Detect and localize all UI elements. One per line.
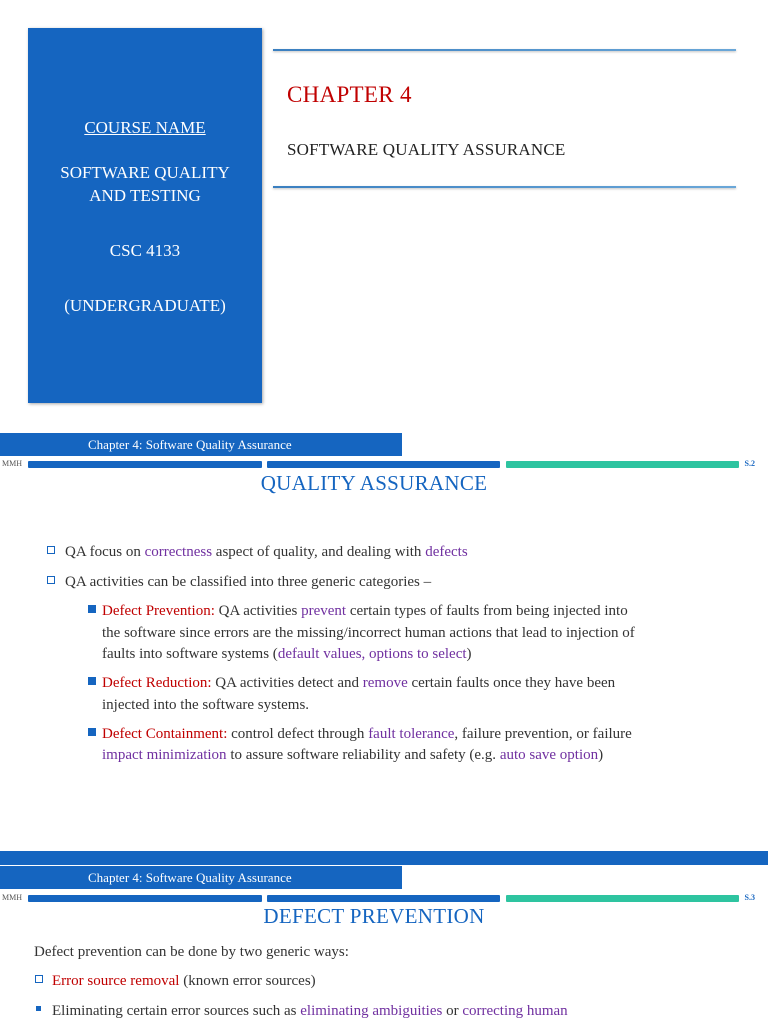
square-bullet-icon [47,576,55,584]
text-span: control defect through [227,726,369,742]
chapter-subtitle: SOFTWARE QUALITY ASSURANCE [287,140,566,159]
text-span: prevent [301,603,347,619]
filled-bullet-icon [88,728,96,736]
list-item [102,600,628,622]
header-segment [267,461,500,468]
slide-header-band: Chapter 4: Software Quality Assurance [0,433,402,456]
text-span: correcting human [462,1003,568,1019]
list-item [52,1000,568,1022]
list-item [52,970,316,992]
text-span: QA activities detect and [211,675,363,691]
slide-header-band: Chapter 4: Software Quality Assurance [0,866,402,889]
list-item [102,672,615,694]
text-span: Defect Prevention: [102,603,215,619]
header-segment [506,895,739,902]
slide-number: S.3 [744,893,755,902]
text-span: QA focus on [65,544,145,560]
text-span: Defect Reduction: [102,675,212,691]
course-code: CSC 4133 [109,241,181,260]
intro-text: Defect prevention can be done by two generic ways: [34,944,349,960]
text-span: (known error sources) [179,973,316,989]
text-span: ) [466,646,472,662]
list-item [65,571,431,593]
course-level: (UNDERGRADUATE) [64,296,226,315]
header-segment [28,895,262,902]
list-item-continuation: injected into the software systems. [102,697,310,713]
text-span: aspect of quality, and dealing with [212,544,426,560]
text-span: eliminating ambiguities [300,1003,443,1019]
course-name-label: COURSE NAME [84,118,206,137]
title-rule-top [273,49,736,51]
text-span: remove [362,675,408,691]
course-title: SOFTWARE QUALITY AND TESTING [60,163,230,205]
small-bullet-icon [36,1006,41,1011]
text-span: Eliminating certain error sources such as [52,1003,301,1019]
list-item [65,541,468,563]
text-span: Defect Containment: [102,726,228,742]
text-span: or [442,1003,463,1019]
course-title-box [28,28,262,403]
text-span: default values, options to select [277,646,467,662]
text-span: to assure software reliability and safety (e.g. [226,747,500,763]
slide-number: S.2 [744,459,755,468]
list-item-continuation: the software since errors are the missing/incorrect human actions that lead to injection of [102,625,635,641]
square-bullet-icon [35,975,43,983]
list-item [102,723,632,745]
text-span: certain faults once they have been [407,675,616,691]
title-rule-bottom [273,186,736,188]
text-span: correctness [144,544,213,560]
header-segment [506,461,739,468]
text-span: faults into software systems ( [102,646,278,662]
filled-bullet-icon [88,605,96,613]
list-item-continuation [102,744,603,766]
text-span: QA activities can be classified into three generic categories – [65,574,432,590]
text-span: impact minimization [102,747,227,763]
text-span: fault tolerance [368,726,455,742]
header-segment [267,895,500,902]
square-bullet-icon [47,546,55,554]
text-span: , failure prevention, or failure [454,726,632,742]
footer-author: MMH [2,459,23,468]
text-span: defects [425,544,468,560]
slide-top-band [0,851,768,865]
text-span: ) [598,747,604,763]
slide-heading: QUALITY ASSURANCE [260,471,488,495]
text-span: Error source removal [52,973,180,989]
list-item-continuation [102,643,472,665]
slide-heading: DEFECT PREVENTION [263,904,485,928]
text-span: auto save option [499,747,599,763]
filled-bullet-icon [88,677,96,685]
header-segment [28,461,262,468]
chapter-title: CHAPTER 4 [287,82,412,107]
footer-author: MMH [2,893,23,902]
text-span: certain types of faults from being injected into [346,603,628,619]
text-span: QA activities [214,603,302,619]
